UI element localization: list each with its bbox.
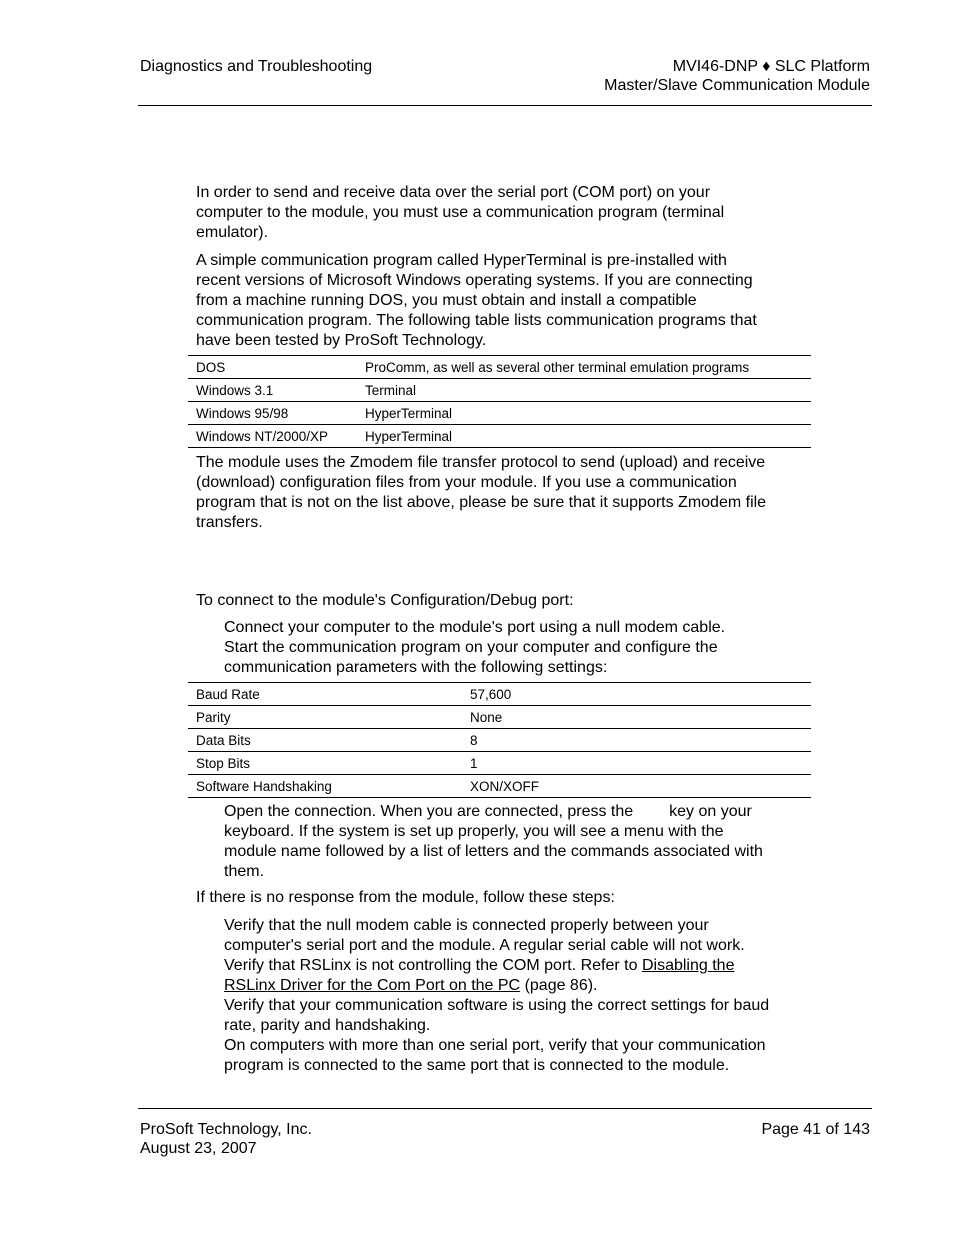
table-row — [188, 683, 811, 706]
open-step-line: keyboard. If the system is set up properly, you will see a menu with the — [224, 823, 724, 840]
setting-name-cell: Parity — [188, 706, 462, 729]
zmodem-line: transfers. — [196, 514, 263, 531]
table-row — [188, 706, 811, 729]
intro-line: emulator). — [196, 224, 269, 241]
intro-paragraph — [196, 183, 724, 243]
table-row — [188, 356, 811, 379]
hyper-line: have been tested by ProSoft Technology. — [196, 332, 487, 349]
step2-prefix: Verify that RSLinx is not controlling the COM port. Refer to — [224, 957, 638, 974]
intro-line: In order to send and receive data over the serial port (COM port) on your — [196, 184, 711, 201]
os-cell: Windows 3.1 — [188, 379, 357, 402]
troubleshoot-step-3-line: Verify that your communication software is using the correct settings for baud — [224, 997, 770, 1014]
open-step-line: module name followed by a list of letters and the commands associated with — [224, 843, 763, 860]
setting-value-cell: 8 — [462, 729, 811, 752]
open-step-line: them. — [224, 863, 265, 880]
table-row — [188, 729, 811, 752]
disabling-rslinx-link-part1[interactable]: Disabling the — [641, 957, 735, 974]
programs-table — [188, 355, 811, 448]
open-step-text-a: Open the connection. When you are connected, press the — [224, 803, 634, 820]
zmodem-line: The module uses the Zmodem file transfer protocol to send (upload) and receive — [196, 454, 766, 471]
footer-left — [140, 1120, 312, 1158]
troubleshoot-step-1-line: Verify that the null modem cable is connected properly between your — [224, 917, 709, 934]
hyper-line: recent versions of Microsoft Windows operating systems. If you are connecting — [196, 272, 753, 289]
table-row — [188, 425, 811, 448]
setting-name-cell: Software Handshaking — [188, 775, 462, 798]
setting-name-cell: Stop Bits — [188, 752, 462, 775]
setting-name-cell: Baud Rate — [188, 683, 462, 706]
troubleshoot-step-2-line — [224, 956, 769, 976]
hyper-line: communication program. The following table lists communication programs that — [196, 312, 757, 329]
program-cell: Terminal — [357, 379, 811, 402]
step2-page-ref: (page 86). — [524, 977, 598, 994]
footer-company: ProSoft Technology, Inc. — [140, 1121, 312, 1138]
troubleshoot-intro: If there is no response from the module, follow these steps: — [196, 889, 615, 906]
os-cell: Windows NT/2000/XP — [188, 425, 357, 448]
hyper-line: from a machine running DOS, you must obtain and install a compatible — [196, 292, 697, 309]
connect-intro: To connect to the module's Configuration/Debug port: — [196, 592, 574, 609]
header-section-title: Diagnostics and Troubleshooting — [140, 58, 373, 75]
connect-step-2-line: Start the communication program on your computer and configure the — [224, 639, 718, 656]
troubleshoot-step-4-line: program is connected to the same port that is connected to the module. — [224, 1057, 730, 1074]
header-product-title — [604, 57, 870, 95]
troubleshoot-step-4-line: On computers with more than one serial port, verify that your communication — [224, 1037, 766, 1054]
intro-line: computer to the module, you must use a communication program (terminal — [196, 204, 725, 221]
os-cell: DOS — [188, 356, 357, 379]
footer-date: August 23, 2007 — [140, 1140, 257, 1157]
header-divider — [138, 105, 872, 106]
settings-table — [188, 682, 811, 798]
table-row — [188, 379, 811, 402]
troubleshoot-step-2-line — [224, 976, 769, 996]
os-cell: Windows 95/98 — [188, 402, 357, 425]
zmodem-line: program that is not on the list above, please be sure that it supports Zmodem file — [196, 494, 767, 511]
table-row — [188, 402, 811, 425]
disabling-rslinx-link-part2[interactable]: RSLinx Driver for the Com Port on the PC — [224, 977, 521, 994]
program-cell: ProComm, as well as several other terminal emulation programs — [357, 356, 811, 379]
setting-value-cell: 57,600 — [462, 683, 811, 706]
open-step-line — [224, 802, 763, 822]
setting-value-cell: 1 — [462, 752, 811, 775]
zmodem-line: (download) configuration files from your module. If you use a communication — [196, 474, 737, 491]
program-cell: HyperTerminal — [357, 402, 811, 425]
table-row — [188, 775, 811, 798]
hyperterminal-paragraph — [196, 251, 757, 351]
troubleshoot-step-3-line: rate, parity and handshaking. — [224, 1017, 431, 1034]
header-product-line1: MVI46-DNP ♦ SLC Platform — [672, 58, 870, 75]
footer-divider — [138, 1108, 872, 1109]
connect-step-2-line: communication parameters with the following settings: — [224, 659, 608, 676]
setting-name-cell: Data Bits — [188, 729, 462, 752]
open-connection-step — [224, 802, 763, 882]
page-number: Page 41 of 143 — [761, 1121, 870, 1138]
setting-value-cell: None — [462, 706, 811, 729]
connect-step-1: Connect your computer to the module's port using a null modem cable. — [224, 619, 726, 636]
troubleshoot-step-1-line: computer's serial port and the module. A regular serial cable will not work. — [224, 937, 745, 954]
open-step-text-b: key on your — [669, 803, 752, 820]
header-product-line2: Master/Slave Communication Module — [604, 77, 870, 94]
connect-steps — [224, 618, 725, 678]
table-row — [188, 752, 811, 775]
troubleshoot-steps — [224, 916, 769, 1076]
hyper-line: A simple communication program called HyperTerminal is pre-installed with — [196, 252, 727, 269]
setting-value-cell: XON/XOFF — [462, 775, 811, 798]
program-cell: HyperTerminal — [357, 425, 811, 448]
zmodem-paragraph — [196, 453, 766, 533]
